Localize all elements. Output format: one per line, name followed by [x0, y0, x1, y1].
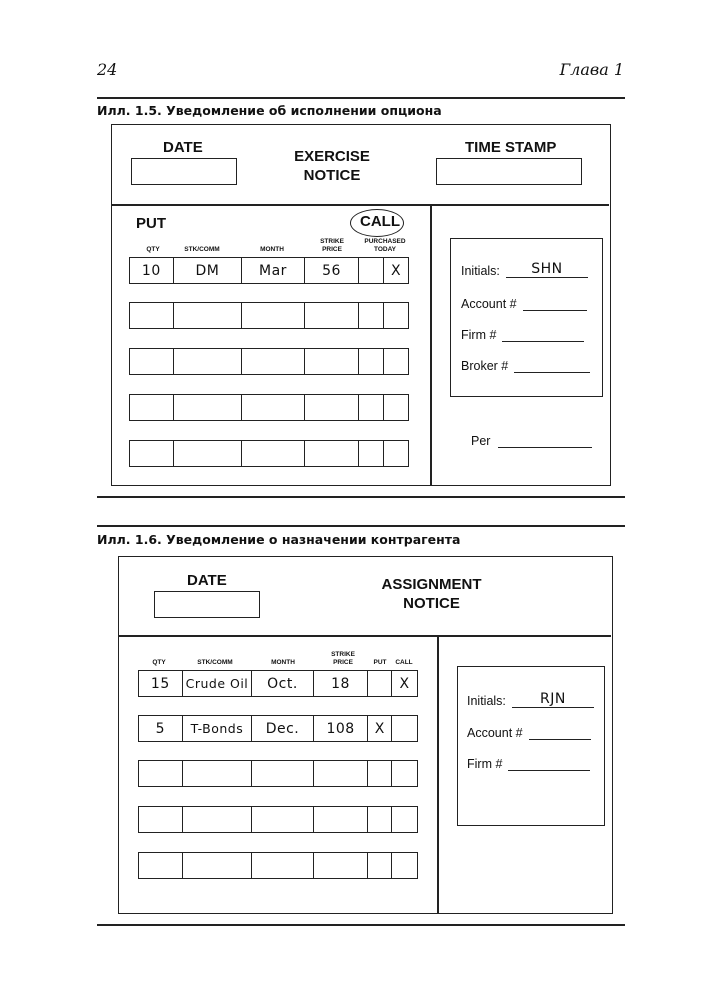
broker-field: [461, 356, 590, 373]
strike-cell[interactable]: [314, 761, 369, 786]
stk-cell[interactable]: [174, 441, 243, 466]
exercise-notice-form: [111, 124, 611, 486]
form-title-line1: ASSIGNMENT: [381, 576, 482, 593]
qty-cell[interactable]: 15: [139, 671, 183, 696]
account-field: [467, 723, 591, 740]
stk-cell[interactable]: T-Bonds: [183, 716, 253, 741]
header-rule: [97, 97, 625, 99]
col-strike-line1: STRIKE: [331, 651, 355, 658]
form-title-line1: EXERCISE: [294, 148, 370, 165]
time-stamp-label: TIME STAMP: [465, 139, 557, 156]
put-cell[interactable]: [368, 807, 392, 832]
col-qty: QTY: [146, 246, 160, 253]
strike-cell[interactable]: [314, 807, 369, 832]
month-cell[interactable]: [252, 853, 314, 878]
table-row: [138, 715, 418, 742]
yes-cell[interactable]: [359, 441, 384, 466]
section-divider: [119, 635, 611, 637]
col-strike-line1: STRIKE: [320, 238, 344, 245]
table-row: [138, 852, 418, 879]
form-title: [374, 575, 489, 613]
initials-label: Initials:: [461, 264, 500, 278]
month-cell[interactable]: [242, 441, 305, 466]
col-strike: [311, 238, 353, 254]
put-label: PUT: [136, 215, 166, 232]
stk-cell[interactable]: [174, 349, 243, 374]
col-put: PUT: [373, 659, 387, 666]
col-purchased: [360, 238, 410, 254]
put-cell[interactable]: [368, 671, 392, 696]
page-number: 24: [97, 60, 118, 79]
month-cell[interactable]: [242, 349, 305, 374]
table-row: [129, 348, 409, 375]
qty-cell[interactable]: [139, 853, 183, 878]
stk-cell[interactable]: [183, 761, 253, 786]
stk-cell[interactable]: [183, 807, 253, 832]
figure-rule: [97, 496, 625, 498]
yes-cell[interactable]: [359, 349, 384, 374]
strike-cell[interactable]: 18: [314, 671, 369, 696]
col-stk: STK/COMM: [197, 659, 233, 666]
no-cell[interactable]: [384, 303, 408, 328]
stk-cell[interactable]: Crude Oil: [183, 671, 253, 696]
initials-value[interactable]: RJN: [512, 691, 594, 708]
month-cell[interactable]: Oct.: [252, 671, 314, 696]
month-cell[interactable]: [242, 395, 305, 420]
qty-cell[interactable]: [130, 395, 174, 420]
month-cell[interactable]: [242, 303, 305, 328]
broker-label: Broker #: [461, 359, 509, 373]
call-cell[interactable]: [392, 807, 417, 832]
table-row: [138, 760, 418, 787]
put-cell[interactable]: X: [368, 716, 392, 741]
date-label: DATE: [187, 572, 227, 589]
strike-cell[interactable]: 56: [305, 258, 360, 283]
date-label: DATE: [163, 139, 203, 156]
account-input[interactable]: [529, 723, 591, 740]
put-cell[interactable]: [368, 761, 392, 786]
qty-cell[interactable]: 5: [139, 716, 183, 741]
stk-cell[interactable]: [183, 853, 253, 878]
table-row: [138, 806, 418, 833]
call-cell[interactable]: [392, 853, 417, 878]
strike-cell[interactable]: [305, 441, 360, 466]
stk-cell[interactable]: [174, 395, 243, 420]
col-purchased-line2: TODAY: [373, 246, 397, 253]
figure-caption: Илл. 1.5. Уведомление об исполнении опциона: [97, 103, 442, 118]
broker-input[interactable]: [514, 356, 590, 373]
stk-cell[interactable]: DM: [174, 258, 243, 283]
date-field[interactable]: [154, 591, 260, 618]
firm-label: Firm #: [467, 757, 503, 771]
broker-info-panel: [450, 238, 603, 397]
table-row: [129, 257, 409, 284]
section-divider: [112, 204, 609, 206]
col-strike-line2: PRICE: [322, 246, 342, 253]
account-field: [461, 294, 587, 311]
qty-cell[interactable]: 10: [130, 258, 174, 283]
month-cell[interactable]: [252, 761, 314, 786]
table-row: [129, 394, 409, 421]
col-month: MONTH: [260, 246, 284, 253]
no-cell[interactable]: [384, 395, 408, 420]
account-label: Account #: [461, 297, 517, 311]
table-row: [138, 670, 418, 697]
col-month: MONTH: [271, 659, 295, 666]
per-field: [471, 431, 592, 448]
firm-field: [467, 754, 590, 771]
table-row: [129, 302, 409, 329]
col-qty: QTY: [152, 659, 166, 666]
account-input[interactable]: [523, 294, 587, 311]
chapter-title: Глава 1: [559, 60, 624, 79]
col-strike-line2: PRICE: [333, 659, 353, 666]
strike-cell[interactable]: [305, 395, 360, 420]
month-cell[interactable]: [252, 807, 314, 832]
firm-input[interactable]: [508, 754, 590, 771]
qty-cell[interactable]: [130, 349, 174, 374]
initials-field: [461, 261, 588, 278]
firm-field: [461, 325, 584, 342]
col-call: CALL: [395, 659, 413, 666]
broker-info-panel: [457, 666, 605, 826]
call-cell[interactable]: [392, 761, 417, 786]
table-row: [129, 440, 409, 467]
yes-cell[interactable]: [359, 303, 384, 328]
column-divider: [430, 205, 432, 485]
no-cell[interactable]: [384, 441, 408, 466]
yes-cell[interactable]: [359, 395, 384, 420]
firm-label: Firm #: [461, 328, 497, 342]
yes-cell[interactable]: [359, 258, 384, 283]
account-label: Account #: [467, 726, 523, 740]
col-stk: STK/COMM: [184, 246, 220, 253]
per-input[interactable]: [498, 431, 592, 448]
col-purchased-line1: PURCHASED: [364, 238, 406, 245]
put-cell[interactable]: [368, 853, 392, 878]
stk-cell[interactable]: [174, 303, 243, 328]
initials-value[interactable]: SHN: [506, 261, 588, 278]
form-title-line2: NOTICE: [403, 595, 460, 612]
strike-cell[interactable]: 108: [314, 716, 369, 741]
date-field[interactable]: [131, 158, 237, 185]
per-label: Per: [471, 434, 491, 448]
column-divider: [437, 636, 439, 913]
call-cell[interactable]: X: [399, 675, 410, 692]
strike-cell[interactable]: [305, 349, 360, 374]
col-strike: [322, 651, 364, 667]
call-cell[interactable]: [392, 716, 417, 741]
form-title-line2: NOTICE: [303, 167, 361, 184]
initials-label: Initials:: [467, 694, 506, 708]
figure-caption: Илл. 1.6. Уведомление о назначении контрагента: [97, 532, 461, 547]
qty-cell[interactable]: [130, 303, 174, 328]
figure-rule: [97, 525, 625, 527]
figure-rule: [97, 924, 625, 926]
form-title: [277, 147, 387, 185]
no-cell[interactable]: X: [391, 262, 402, 279]
month-cell[interactable]: Dec.: [252, 716, 314, 741]
month-cell[interactable]: Mar: [242, 258, 305, 283]
strike-cell[interactable]: [305, 303, 360, 328]
qty-cell[interactable]: [130, 441, 174, 466]
no-cell[interactable]: [384, 349, 408, 374]
assignment-notice-form: [118, 556, 613, 914]
qty-cell[interactable]: [139, 761, 183, 786]
firm-input[interactable]: [502, 325, 584, 342]
strike-cell[interactable]: [314, 853, 369, 878]
time-stamp-field[interactable]: [436, 158, 582, 185]
initials-field: [467, 691, 594, 708]
qty-cell[interactable]: [139, 807, 183, 832]
call-label: CALL: [360, 213, 400, 230]
